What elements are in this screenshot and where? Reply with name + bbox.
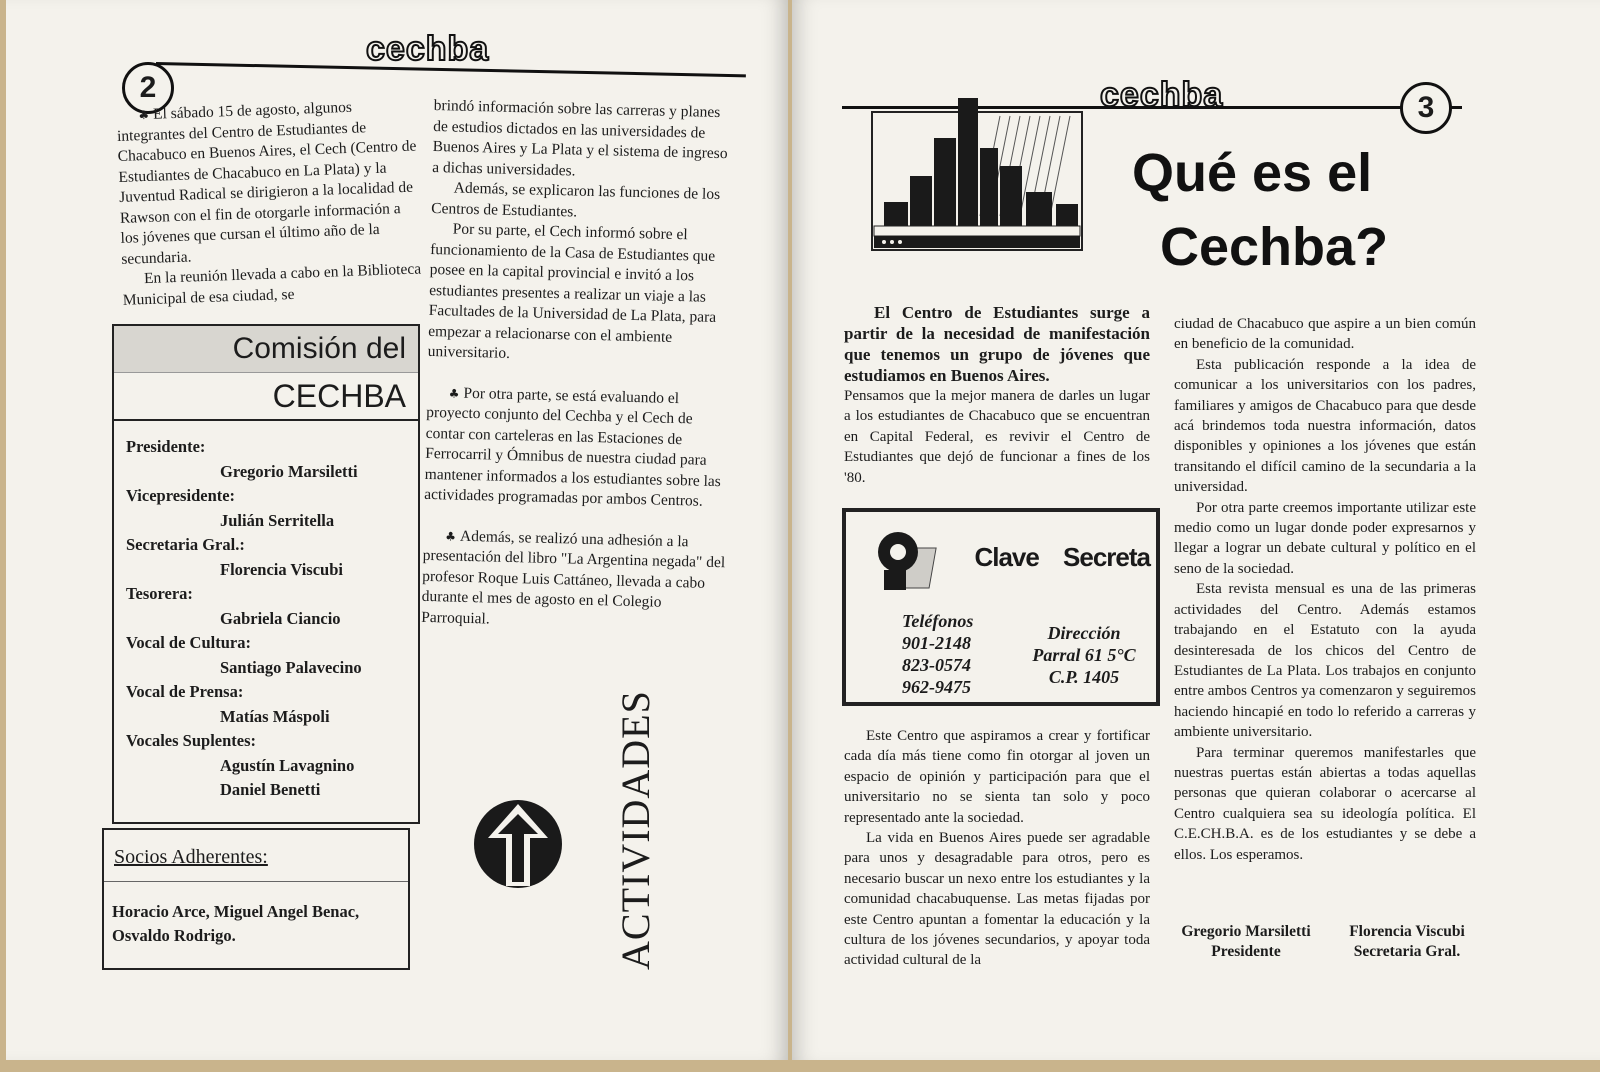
phone-icon <box>876 526 942 596</box>
cechba-logo: cechba <box>366 30 490 68</box>
right-page <box>792 0 1600 1060</box>
signature-secretary <box>1332 922 1482 962</box>
club-bullet-icon: ♣ <box>445 528 457 544</box>
postal-code: C.P. 1405 <box>1048 667 1120 687</box>
phones-label: Teléfonos <box>902 611 974 631</box>
ad-brand: Clave Secreta <box>974 542 1150 572</box>
right-column-text <box>1174 314 1476 865</box>
signature-name: Gregorio Marsiletti <box>1181 923 1311 940</box>
socios-names: Horacio Arce, Miguel Angel Benac, Osvaldo Rodrigo. <box>112 902 360 945</box>
member-role: Vocal de Cultura: <box>126 633 251 652</box>
address-value: Parral 61 5°C <box>1032 645 1136 665</box>
commission-title-line1: Comisión del <box>232 332 406 365</box>
signature-president <box>1170 922 1322 962</box>
clave-secreta-ad <box>842 508 1160 706</box>
paragraph: La vida en Buenos Aires puede ser agradable para unos y desagradable para otros, pero es necesario buscar un nexo entre los estudiantes y la comunidad chacabuquense. Las metas fijadas por este Centro apuntan a fomentar la educación y la cultura de los jóvenes secundarios, y apoyar toda actividad cultural de la <box>844 830 1150 969</box>
lead-rest: Pensamos que la mejor manera de darles un lugar a los estudiantes de Chacabuco que se encuentran en Capital Federal, es revivir el Centro de Estudiantes que dejó de funcionar a fines de los '80. <box>844 388 1150 486</box>
page-number: 3 <box>1400 82 1452 134</box>
member-name: Julián Serritella <box>220 510 335 530</box>
signature-title: Secretaria Gral. <box>1353 943 1461 960</box>
member-role: Secretaria Gral.: <box>126 535 245 554</box>
member-name: Santiago Palavecino <box>220 657 362 677</box>
cechba-logo: cechba <box>1100 76 1224 114</box>
city-skyline-illustration <box>870 96 1084 252</box>
left-column-text <box>844 726 1150 971</box>
member-role: Tesorera: <box>126 584 193 603</box>
socios-box <box>102 828 410 970</box>
left-column-text <box>116 96 423 311</box>
ad-phones <box>902 610 1022 698</box>
member-name: Agustín Lavagnino <box>220 755 355 775</box>
signature-title: Presidente <box>1211 943 1281 960</box>
paragraph: Además, se realizó una adhesión a la presentación del libro "La Argentina negada" del profesor Roque Luis Cattáneo, llevada a cabo durante el mes de agosto en el Colegio Parroquial. <box>421 527 726 628</box>
paragraph: ciudad de Chacabuco que aspire a un bien común en beneficio de la comunidad. <box>1174 316 1476 353</box>
paragraph: Esta publicación responde a la idea de comunicar a los universitarios con los padres, familiares y amigos de Chacabuco para que desde acá brindemos toda nuestra información, datos disponibles y opiniones a los jóvenes que están transitando el difícil camino de la secundaria a la universidad. <box>1174 356 1476 496</box>
address-label: Dirección <box>1047 623 1121 643</box>
paragraph: Además, se explicaron las funciones de los Centros de Estudiantes. <box>431 179 721 221</box>
right-column-text <box>421 96 739 635</box>
commission-member-list <box>114 421 418 803</box>
page-title-line2: Cechba? <box>1160 217 1389 277</box>
magazine-spread <box>6 0 1600 1072</box>
member-role: Vocales Suplentes: <box>126 731 257 750</box>
commission-title-line2: CECHBA <box>114 373 418 421</box>
paragraph: El sábado 15 de agosto, algunos integrantes del Centro de Estudiantes de Chacabuco en Buenos Aires, el Cech (Centro de Estudiantes de Chacabuco en La Plata) y la Juventud Radical se dirigieron a la localidad de Rawson con el fin de otorgarle información a los jóvenes que cursan el último año de la secundaria. <box>116 98 417 268</box>
socios-title: Socios Adherentes: <box>114 846 268 868</box>
section-label: ACTIVIDADES <box>613 690 658 970</box>
member-role: Vocal de Prensa: <box>126 682 244 701</box>
commission-box <box>112 324 420 824</box>
member-name: Matías Máspoli <box>220 706 330 726</box>
page-number: 2 <box>122 62 174 114</box>
signature-name: Florencia Viscubi <box>1349 923 1465 940</box>
member-name: Florencia Viscubi <box>220 559 343 579</box>
page-title-line1: Qué es el <box>1132 143 1373 203</box>
phone-number: 962-9475 <box>902 677 971 697</box>
paragraph: Esta revista mensual es una de las primeras actividades del Centro. Además estamos trabajando en el Estatuto con la ayuda desinteresada de los chicos del Centro de Estudiantes de La Plata. Los trabajos en conjunto entre ambos Centros ya comenzaron y seguiremos haciendo hincapié en todo lo referido a carreras y ambiente universitario. <box>1174 581 1476 741</box>
phone-number: 823-0574 <box>902 655 971 675</box>
club-bullet-icon: ♣ <box>138 107 150 123</box>
paragraph: brindó información sobre las carreras y planes de estudios dictados en las universidades de Buenos Aires y La Plata y el sistema de ingreso a dichas universidades. <box>432 96 728 179</box>
paragraph: En la reunión llevada a cabo en la Biblioteca Municipal de esa ciudad, se <box>122 260 422 309</box>
lead-bold: El Centro de Estudiantes surge a partir de la necesidad de manifestación que tenemos un grupo de jóvenes que estudiamos en Buenos Aires. <box>844 303 1150 385</box>
paragraph: Por otra parte creemos importante utilizar este medio como un lugar donde poder expresarnos y llegar a lograr un debate cultural y político en el seno de la sociedad. <box>1174 499 1476 577</box>
member-name: Gabriela Ciancio <box>220 608 341 628</box>
paragraph: Este Centro que aspiramos a crear y fortificar cada día más tiene como fin otorgar al joven un espacio de opinión y participación para que el universitario no se sienta tan solo y poco representado ante la sociedad. <box>844 728 1150 826</box>
paragraph: Por su parte, el Cech informó sobre el funcionamiento de la Casa de Estudiantes que posee en la capital provincial e invitó a los estudiantes presentes a realizar un viaje a las Facultades de la Universidad de La Plata, para empezar a relacionarse con el ambiente universitario. <box>427 220 717 362</box>
commission-title-band <box>114 326 418 373</box>
paragraph: Para terminar queremos manifestarles que nuestras puertas están abiertas a todas aquellas personas que quieran colaborar o acercarse al Centro cualquiera sea su ideología política. El C.E.CH.B.A. es de los estudiantes y se debe a ellos. Los esperamos. <box>1174 744 1476 863</box>
member-name: Gregorio Marsiletti <box>220 461 358 481</box>
member-role: Vicepresidente: <box>126 486 236 505</box>
up-arrow-icon <box>472 798 564 890</box>
paragraph: Por otra parte, se está evaluando el proyecto conjunto del Cechba y el Cech de contar con carteleras en las Estaciones de Ferrocarril y Ómnibus de nuestra ciudad para mantener informados a los estudiantes sobre las actividades programadas por ambos Centros. <box>424 384 722 510</box>
left-page <box>6 0 788 1060</box>
phone-number: 901-2148 <box>902 633 971 653</box>
member-role: Presidente: <box>126 437 206 456</box>
ad-address <box>1016 622 1152 688</box>
member-name: Daniel Benetti <box>220 780 321 799</box>
club-bullet-icon: ♣ <box>448 385 460 401</box>
lead-paragraph <box>844 302 1150 488</box>
